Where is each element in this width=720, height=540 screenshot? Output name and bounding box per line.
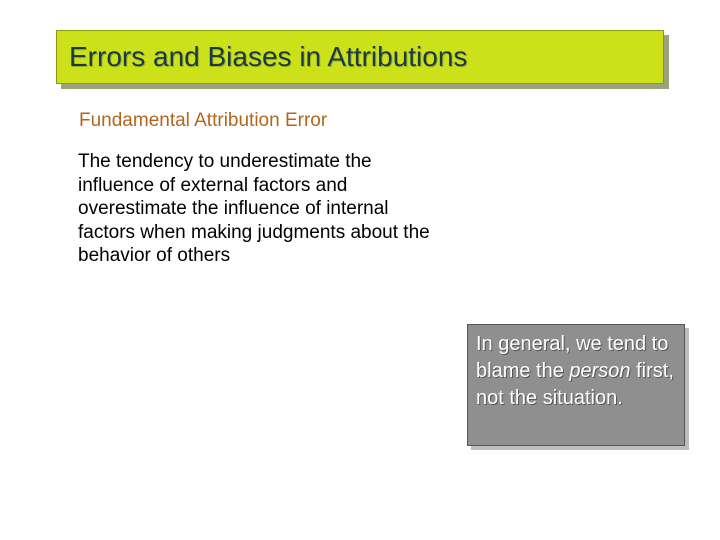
callout-text-before: In general, we tend to blame the	[476, 333, 669, 382]
callout-emphasis: person	[569, 360, 631, 382]
slide-title-box	[56, 30, 664, 84]
callout-box	[467, 324, 685, 446]
definition-text: The tendency to underestimate the influence of external factors and overestimate the influence of internal factors when making judgments about the behavior of others	[78, 151, 430, 266]
slide-title: Errors and Biases in Attributions	[69, 41, 468, 72]
slide-subtitle: Fundamental Attribution Error	[79, 110, 328, 131]
callout-text-after: first, not the situation.	[476, 360, 674, 409]
